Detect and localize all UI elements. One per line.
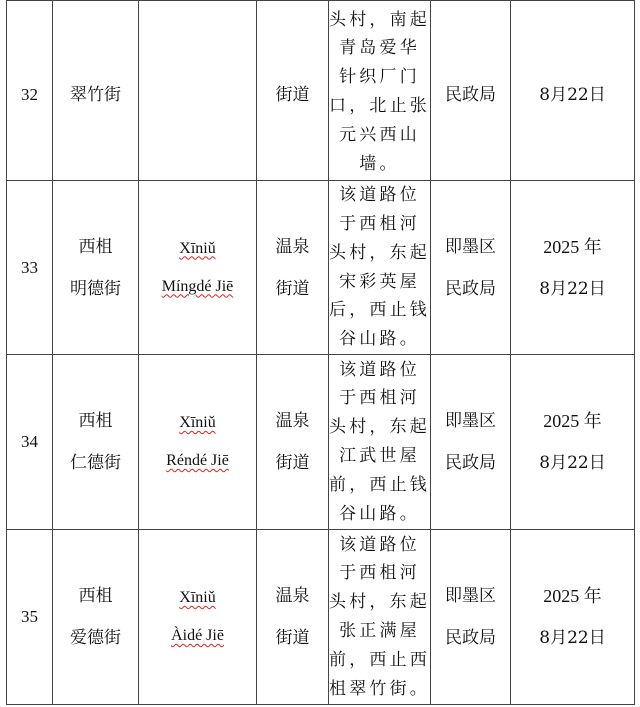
road-naming-table — [6, 0, 635, 705]
road-name-cell — [53, 530, 139, 705]
description-line: 于西柤河 — [339, 563, 420, 584]
approver-line: 民政局 — [445, 453, 496, 473]
pinyin-line — [139, 617, 256, 655]
road-name-line: 西柤 — [78, 236, 113, 257]
description-line: 张正满屋 — [339, 621, 420, 641]
description-cell — [329, 355, 431, 530]
row-number-cell — [7, 181, 53, 355]
date-cell — [511, 530, 635, 705]
description-line: 谷山路。 — [339, 503, 420, 524]
road-name-line: 仁德街 — [70, 453, 121, 473]
road-name-cell — [53, 1, 139, 181]
pinyin-cell — [139, 530, 257, 705]
description-cell — [329, 181, 431, 355]
description-line: 口，北止张 — [329, 96, 430, 116]
approver-line: 即墨区 — [445, 236, 496, 257]
approver-line: 即墨区 — [445, 411, 496, 431]
road-type-line: 温泉 — [275, 411, 310, 431]
row-number: 35 — [21, 607, 38, 626]
pinyin-line — [139, 268, 256, 306]
description-line: 墙。 — [359, 153, 400, 174]
date-year: 2025 年 — [543, 236, 602, 257]
road-name-cell — [53, 181, 139, 355]
description-line: 头村，东起 — [329, 242, 430, 263]
road-type-line: 街道 — [275, 85, 310, 105]
description-line: 于西柤河 — [339, 213, 420, 234]
pinyin-road-name: Àidé Jiē — [171, 627, 224, 644]
row-number: 33 — [21, 257, 38, 277]
description-line: 头村，南起 — [329, 9, 430, 30]
road-type-cell — [257, 181, 329, 355]
approver-line: 民政局 — [445, 85, 496, 105]
pinyin-cell — [139, 355, 257, 530]
description-cell — [329, 1, 431, 181]
pinyin-line — [139, 404, 256, 442]
table-row — [7, 181, 635, 355]
description-line: 青岛爱华 — [339, 38, 420, 59]
pinyin-surname: Xīniǔ — [179, 589, 216, 606]
road-name-line: 西柤 — [78, 586, 113, 606]
description-line: 于西柤河 — [339, 388, 420, 409]
description-line: 前，西止钱 — [329, 474, 430, 495]
road-type-line: 温泉 — [275, 236, 310, 257]
pinyin-road-name: Réndé Jiē — [166, 452, 229, 469]
road-name-line: 明德街 — [70, 278, 121, 299]
road-type-cell — [257, 530, 329, 705]
description-cell — [329, 530, 431, 705]
table-row — [7, 1, 635, 181]
road-type-line: 街道 — [275, 453, 310, 473]
date-day: 8月22日 — [539, 453, 606, 473]
road-name-line: 翠竹街 — [70, 85, 121, 105]
description-line: 前，西止西 — [329, 649, 430, 670]
row-number-cell — [7, 530, 53, 705]
description-line: 头村，东起 — [329, 592, 430, 613]
date-cell — [511, 1, 635, 181]
road-type-cell — [257, 1, 329, 181]
row-number: 32 — [21, 85, 38, 104]
date-year: 2025 年 — [543, 411, 602, 431]
approver-line: 民政局 — [445, 278, 496, 299]
description-line: 元兴西山 — [339, 124, 420, 145]
table-row — [7, 355, 635, 530]
description-line: 该道路位 — [339, 359, 420, 380]
description-line: 该道路位 — [339, 534, 420, 555]
road-type-line: 温泉 — [275, 586, 310, 606]
date-cell — [511, 181, 635, 355]
road-name-cell — [53, 355, 139, 530]
road-name-line: 爱德街 — [70, 628, 121, 648]
description-line: 谷山路。 — [339, 329, 420, 350]
table-row — [7, 530, 635, 705]
pinyin-road-name: Míngdé Jiē — [161, 277, 234, 295]
date-line: 8月22日 — [539, 85, 606, 105]
description-line: 头村，东起 — [329, 417, 430, 438]
description-line: 宋彩英屋 — [339, 271, 420, 292]
pinyin-line — [139, 442, 256, 480]
pinyin-cell — [139, 1, 257, 181]
approver-line: 即墨区 — [445, 586, 496, 606]
pinyin-surname: Xīniǔ — [179, 414, 216, 431]
row-number-cell — [7, 1, 53, 181]
date-cell — [511, 355, 635, 530]
pinyin-surname: Xīniǔ — [179, 239, 216, 257]
road-type-cell — [257, 355, 329, 530]
description-line: 柤翠竹街。 — [329, 678, 430, 699]
approver-cell — [431, 355, 511, 530]
description-line: 针织厂门 — [339, 67, 420, 88]
description-line: 后，西止钱 — [329, 300, 430, 321]
pinyin-line — [139, 579, 256, 617]
pinyin-cell — [139, 181, 257, 355]
row-number: 34 — [21, 432, 38, 451]
row-number-cell — [7, 355, 53, 530]
road-name-line: 西柤 — [78, 411, 113, 431]
approver-cell — [431, 181, 511, 355]
date-year: 2025 年 — [543, 586, 602, 606]
approver-cell — [431, 530, 511, 705]
road-type-line: 街道 — [275, 278, 310, 299]
pinyin-line — [139, 230, 256, 268]
road-type-line: 街道 — [275, 628, 310, 648]
approver-cell — [431, 1, 511, 181]
description-line: 江武世屋 — [339, 446, 420, 466]
date-day: 8月22日 — [539, 278, 606, 299]
approver-line: 民政局 — [445, 628, 496, 648]
date-day: 8月22日 — [539, 628, 606, 648]
description-line: 该道路位 — [339, 185, 420, 206]
